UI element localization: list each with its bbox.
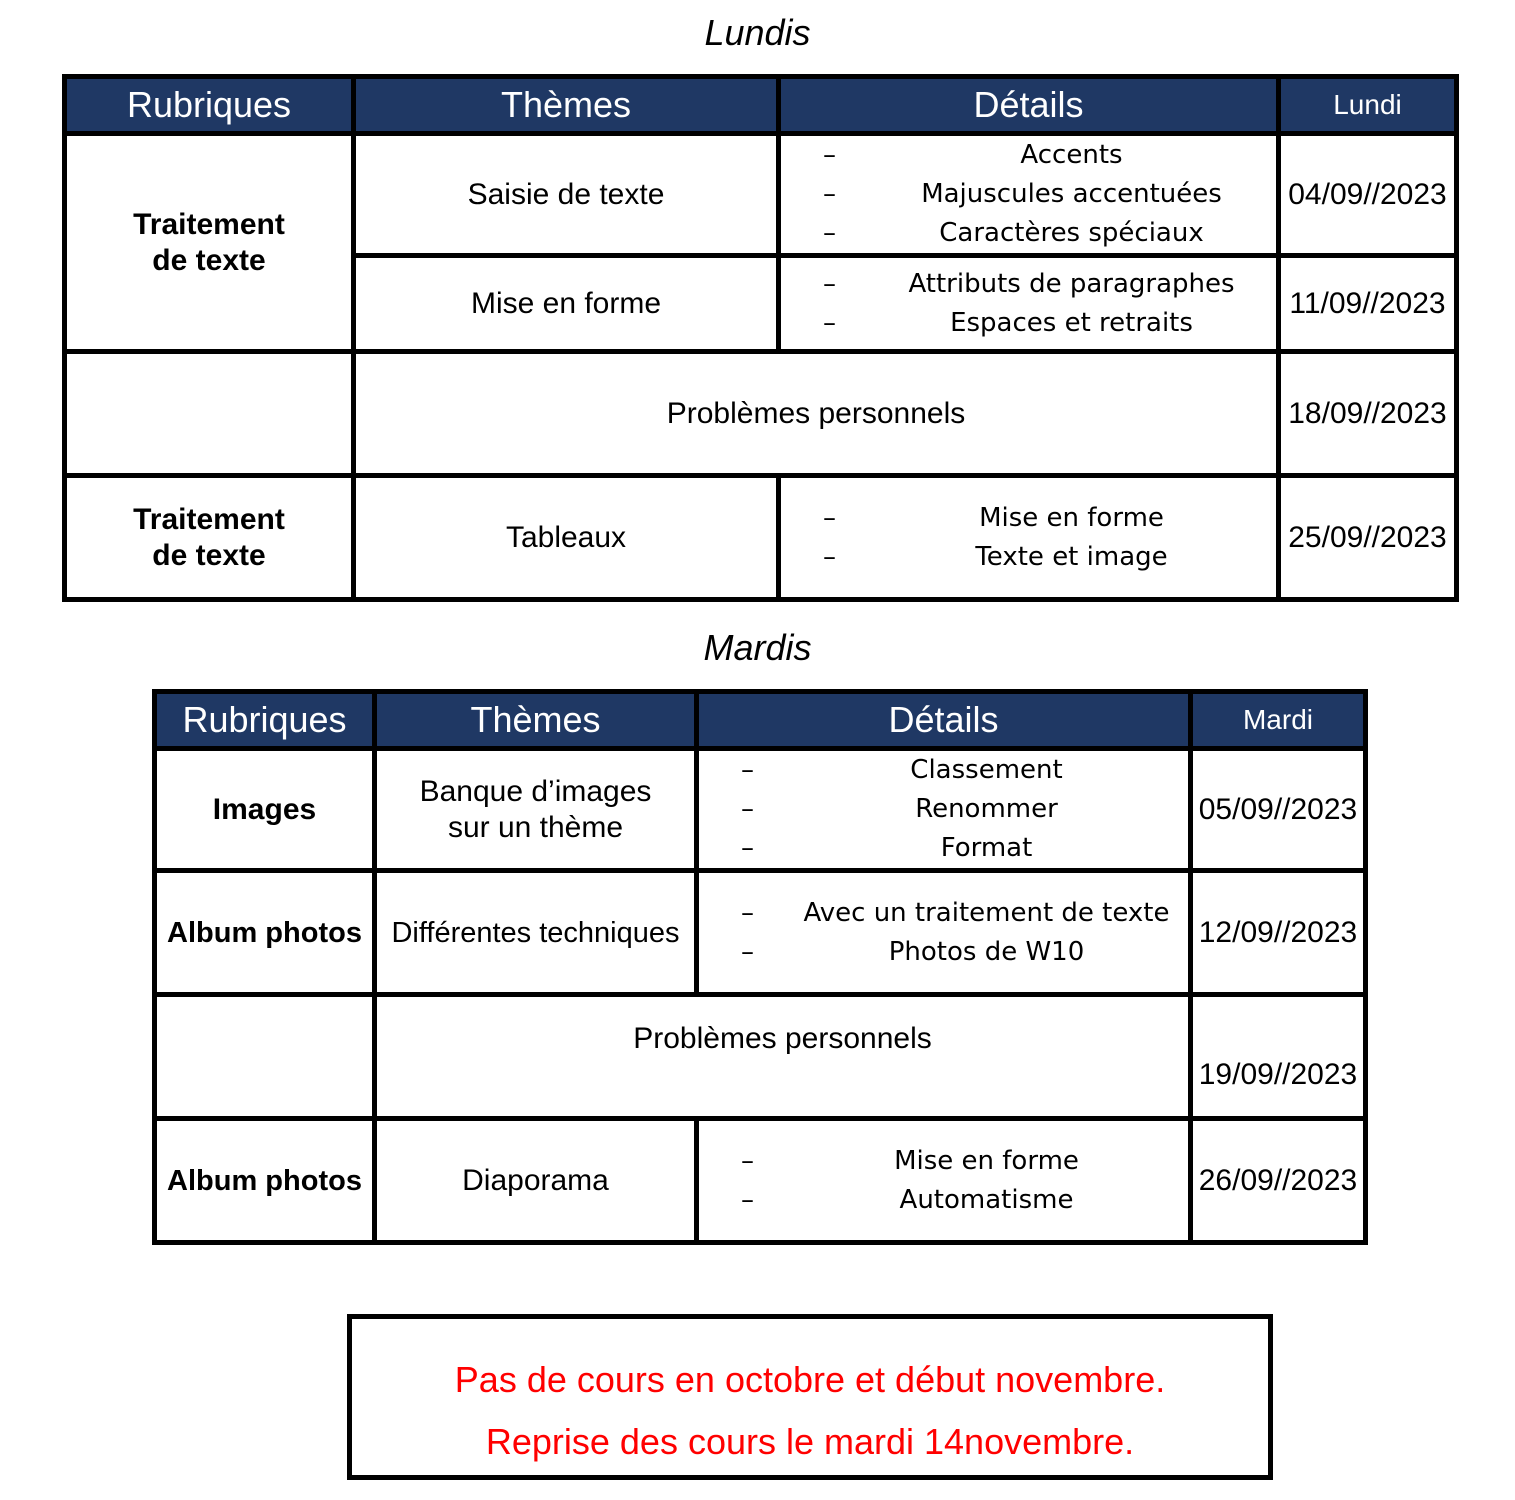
table-header-row <box>65 77 1457 134</box>
list-item: – Classement <box>741 755 1063 785</box>
rubrique-label: Traitement de texte <box>133 502 285 572</box>
header-themes: Thèmes <box>354 77 779 134</box>
notice-box <box>347 1314 1273 1480</box>
header-details: Détails <box>697 692 1191 749</box>
list-item: – Mise en forme <box>741 1145 1079 1176</box>
table-row <box>155 1119 1366 1243</box>
table-header-row <box>155 692 1366 749</box>
rubrique-cell: Images <box>155 749 375 871</box>
rubrique-cell <box>65 134 354 352</box>
list-item: – Accents <box>823 140 1123 170</box>
details-list <box>781 265 1276 343</box>
date-cell: 11/09//2023 <box>1279 256 1457 352</box>
theme-cell: Problèmes personnels <box>375 995 1191 1119</box>
details-cell <box>697 1119 1191 1243</box>
list-item: – Majuscules accentuées <box>823 179 1222 209</box>
theme-cell: Diaporama <box>375 1119 697 1243</box>
list-item: – Avec un traitement de texte <box>741 897 1170 928</box>
date-cell: 12/09//2023 <box>1191 871 1366 995</box>
lundis-title: Lundis <box>704 12 811 53</box>
list-item: – Attributs de paragraphes <box>823 268 1235 299</box>
rubrique-cell: Album photos <box>155 871 375 995</box>
header-details: Détails <box>779 77 1279 134</box>
list-item: – Espaces et retraits <box>823 307 1193 338</box>
details-list <box>699 894 1188 972</box>
theme-cell: Mise en forme <box>354 256 779 352</box>
details-cell <box>697 871 1191 995</box>
mardis-title: Mardis <box>703 627 812 668</box>
date-cell: 26/09//2023 <box>1191 1119 1366 1243</box>
rubrique-cell: Album photos <box>155 1119 375 1243</box>
header-rubriques: Rubriques <box>155 692 375 749</box>
table-row <box>65 134 1457 256</box>
date-cell: 19/09//2023 <box>1191 995 1366 1119</box>
rubrique-label: Traitement de texte <box>133 207 285 277</box>
list-item: – Format <box>741 833 1033 863</box>
theme-cell: Différentes techniques <box>375 871 697 995</box>
header-rubriques: Rubriques <box>65 77 354 134</box>
theme-cell <box>375 749 697 871</box>
date-cell: 25/09//2023 <box>1279 476 1457 600</box>
lundis-table <box>62 74 1459 602</box>
date-cell: 05/09//2023 <box>1191 749 1366 871</box>
list-item: – Mise en forme <box>823 502 1164 533</box>
rubrique-cell <box>65 476 354 600</box>
date-cell: 18/09//2023 <box>1279 352 1457 476</box>
list-item: – Caractères spéciaux <box>823 218 1204 248</box>
theme-cell: Tableaux <box>354 476 779 600</box>
details-list <box>781 136 1276 253</box>
notice-line-1: Pas de cours en octobre et début novembre. <box>454 1359 1166 1400</box>
list-item: – Renommer <box>741 794 1058 824</box>
table-row <box>65 352 1457 476</box>
details-cell <box>779 476 1279 600</box>
table-row <box>65 476 1457 600</box>
header-themes: Thèmes <box>375 692 697 749</box>
rubrique-cell <box>155 995 375 1119</box>
theme-label: Banque d’images sur un thème <box>419 774 652 844</box>
details-list <box>781 499 1276 577</box>
details-list <box>699 1142 1188 1220</box>
list-item: – Photos de W10 <box>741 936 1085 967</box>
list-item: – Texte et image <box>823 541 1168 572</box>
details-cell <box>697 749 1191 871</box>
theme-cell: Problèmes personnels <box>354 352 1279 476</box>
header-day: Mardi <box>1191 692 1366 749</box>
details-cell <box>779 256 1279 352</box>
details-list <box>699 751 1188 868</box>
table-row <box>155 871 1366 995</box>
list-item: – Automatisme <box>741 1184 1074 1215</box>
details-cell <box>779 134 1279 256</box>
rubrique-cell <box>65 352 354 476</box>
notice-line-2: Reprise des cours le mardi 14novembre. <box>485 1421 1135 1462</box>
header-day: Lundi <box>1279 77 1457 134</box>
table-row <box>155 749 1366 871</box>
date-cell: 04/09//2023 <box>1279 134 1457 256</box>
mardis-table <box>152 689 1368 1245</box>
theme-cell: Saisie de texte <box>354 134 779 256</box>
table-row <box>155 995 1366 1119</box>
